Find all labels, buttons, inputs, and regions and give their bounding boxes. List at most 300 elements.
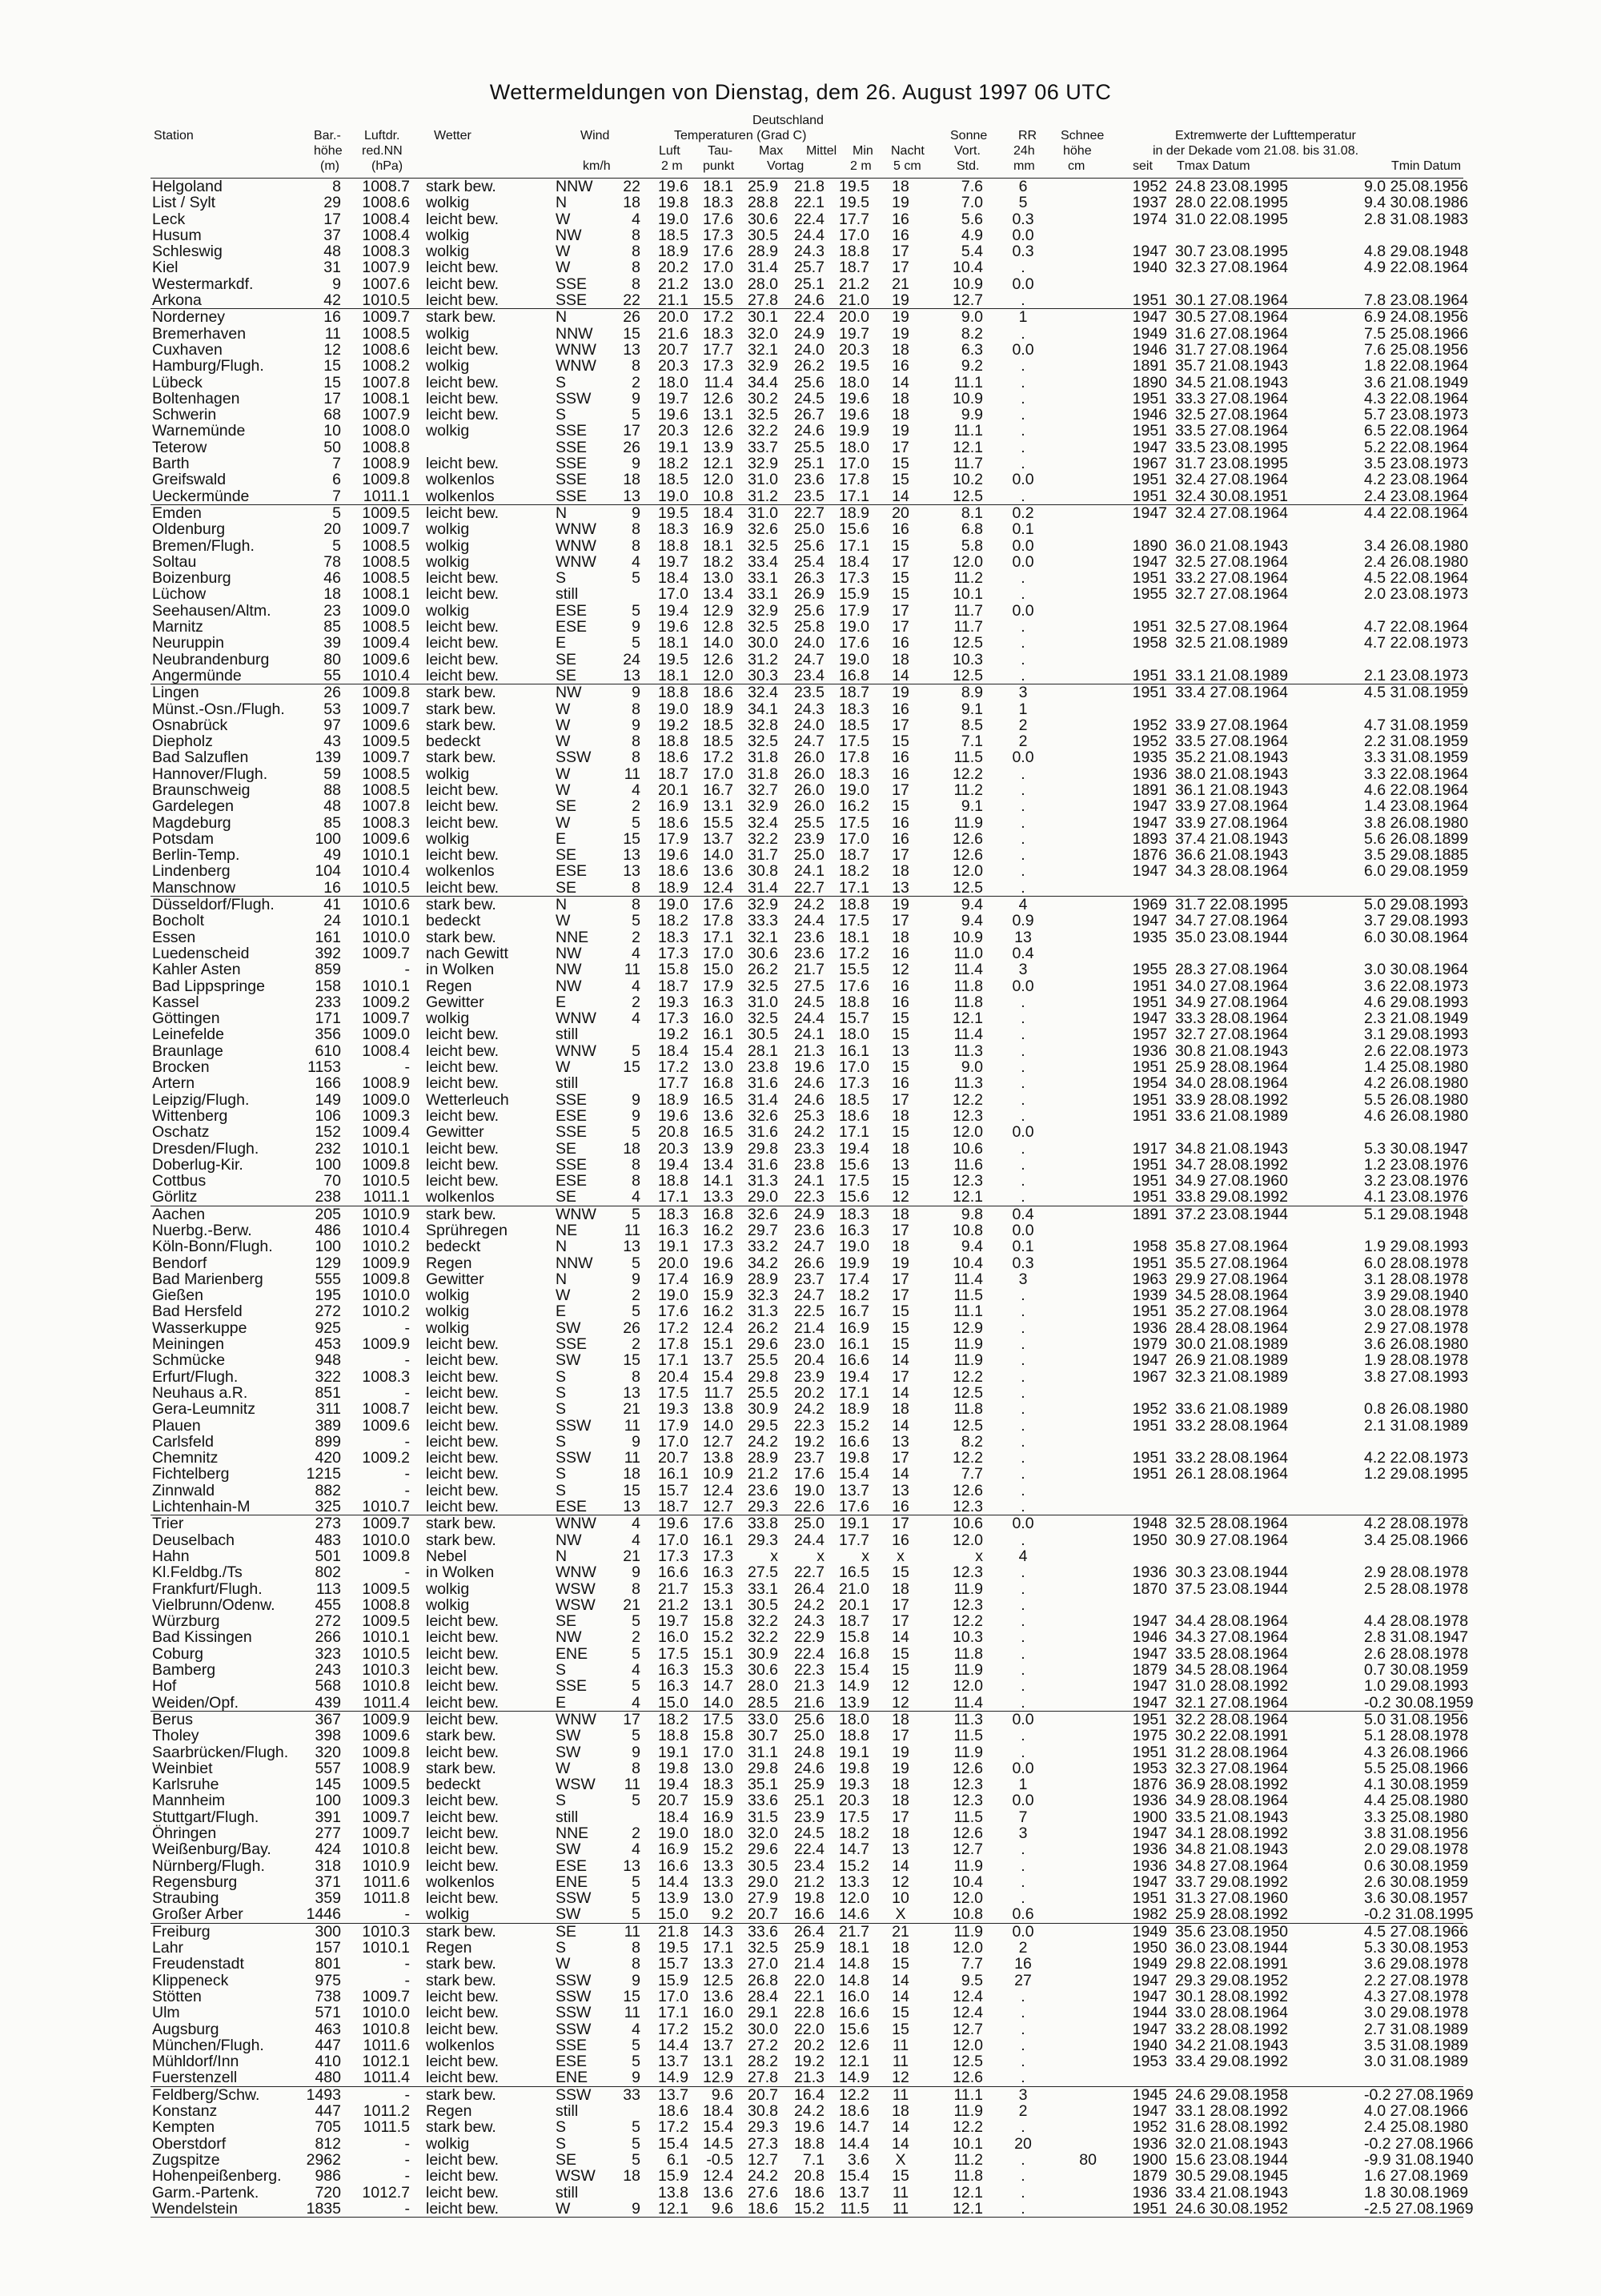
cell-t-nacht: 17 — [892, 1090, 909, 1109]
cell-tmin-datum: 3.1 28.08.1978 — [1364, 1270, 1469, 1288]
cell-wind-kmh: 13 — [623, 666, 640, 684]
cell-wind-dir: ESE — [556, 601, 588, 620]
cell-tmax-datum: 36.0 21.08.1943 — [1175, 536, 1288, 555]
cell-t-min: 12.1 — [839, 2053, 869, 2071]
cell-t-max: 30.6 — [748, 1661, 778, 1680]
cell-wind-dir: E — [556, 993, 567, 1011]
cell-wetter: leicht bew. — [426, 389, 500, 407]
cell-station: Marnitz — [152, 618, 203, 636]
cell-taupunkt: 14.0 — [703, 846, 733, 865]
cell-t-mittel: 20.2 — [794, 2036, 825, 2054]
cell-t-mittel: 19.2 — [794, 2053, 825, 2071]
cell-seit: 1940 — [1132, 259, 1167, 277]
cell-wetter: leicht bew. — [426, 291, 500, 310]
cell-taupunkt: 13.1 — [703, 406, 733, 424]
cell-wetter: leicht bew. — [426, 1335, 500, 1354]
cell-tmin-datum: 3.7 29.08.1993 — [1364, 912, 1469, 930]
cell-bar-hoehe: 166 — [315, 1074, 341, 1093]
cell-tmax-datum: 32.5 27.08.1964 — [1175, 406, 1288, 424]
cell-tmax-datum: 32.7 27.08.1964 — [1175, 585, 1288, 604]
cell-bar-hoehe: 1446 — [306, 1905, 341, 1924]
cell-t-min: 18.2 — [839, 1286, 869, 1305]
cell-sonne: 12.2 — [953, 1090, 983, 1109]
cell-tmax-datum: 33.3 28.08.1964 — [1175, 1010, 1288, 1028]
cell-rr: 0.0 — [1012, 340, 1034, 359]
cell-sonne: 10.2 — [953, 471, 983, 489]
cell-wetter: stark bew. — [426, 928, 496, 946]
cell-sonne: 11.9 — [953, 813, 983, 832]
cell-luft-2m: 18.4 — [658, 1808, 688, 1826]
cell-tmin-datum: 7.5 25.08.1966 — [1364, 324, 1469, 343]
cell-wetter: bedeckt — [426, 1776, 481, 1794]
cell-wetter: Gewitter — [426, 1270, 484, 1288]
cell-wind-kmh: 5 — [632, 1042, 640, 1060]
cell-wind-dir: S — [556, 1465, 567, 1483]
cell-rr: 5 — [1018, 194, 1028, 212]
cell-luftdruck: 1010.5 — [362, 291, 410, 310]
cell-luftdruck: 1008.0 — [362, 422, 410, 440]
cell-luftdruck: 1008.8 — [362, 438, 410, 456]
cell-tmax-datum: 32.4 30.08.1951 — [1175, 487, 1288, 505]
table-row — [0, 1449, 1469, 1467]
cell-station: Dresden/Flugh. — [152, 1139, 259, 1158]
cell-t-nacht: 18 — [892, 1139, 909, 1158]
cell-wetter: leicht bew. — [426, 1856, 500, 1875]
cell-tmin-datum: 6.9 24.08.1956 — [1364, 308, 1469, 327]
cell-tmax-datum: 33.2 27.08.1964 — [1175, 569, 1288, 588]
cell-t-min: 15.4 — [839, 2167, 869, 2186]
cell-luftdruck: 1008.1 — [362, 585, 410, 604]
cell-t-min: 17.8 — [839, 749, 869, 767]
cell-luft-2m: 15.9 — [658, 2167, 688, 2186]
table-row — [0, 1335, 1469, 1354]
cell-luftdruck: 1011.1 — [363, 1188, 410, 1206]
cell-t-min: 16.2 — [839, 797, 869, 816]
cell-tmax-datum: 33.5 28.08.1964 — [1175, 1644, 1288, 1663]
cell-t-mittel: 26.6 — [794, 1254, 825, 1272]
cell-luftdruck: 1008.4 — [362, 226, 410, 244]
cell-tmin-datum: 1.8 22.08.1964 — [1364, 357, 1469, 375]
cell-wind-kmh: 9 — [632, 1106, 640, 1125]
cell-station: Barth — [152, 455, 190, 473]
cell-taupunkt: 13.9 — [703, 438, 733, 456]
cell-wetter: wolkig — [426, 422, 470, 440]
cell-station: Bendorf — [152, 1254, 207, 1272]
cell-wind-kmh: 5 — [632, 2150, 640, 2169]
cell-t-nacht: 20 — [892, 504, 909, 522]
table-row — [0, 1286, 1469, 1305]
col-luft-2m: 2 m — [661, 159, 683, 173]
cell-rr: . — [1021, 1400, 1025, 1419]
station-group — [150, 178, 1469, 310]
cell-seit: 1949 — [1132, 1922, 1167, 1941]
cell-wind-kmh: 11 — [624, 1922, 640, 1941]
table-row — [0, 1776, 1469, 1794]
cell-wind-kmh: 9 — [632, 1971, 640, 1989]
cell-seit: 1947 — [1132, 1824, 1167, 1842]
cell-rr: 0.0 — [1012, 226, 1034, 244]
cell-luftdruck: 1009.6 — [362, 650, 410, 668]
cell-luft-2m: 17.4 — [658, 1270, 688, 1288]
cell-t-nacht: 12 — [892, 1693, 909, 1712]
cell-wetter: leicht bew. — [426, 2053, 500, 2071]
cell-wind-kmh: 21 — [623, 1400, 640, 1419]
cell-wetter: wolkig — [426, 2134, 470, 2153]
cell-wind-dir: SW — [556, 1905, 581, 1924]
cell-bar-hoehe: 161 — [315, 928, 341, 946]
station-group — [150, 504, 1469, 684]
cell-bar-hoehe: 106 — [315, 1106, 341, 1125]
cell-tmin-datum: 2.8 31.08.1947 — [1364, 1628, 1469, 1647]
cell-rr: . — [1021, 1628, 1025, 1647]
cell-tmax-datum: 35.5 27.08.1964 — [1175, 1254, 1288, 1272]
cell-seit: 1890 — [1132, 373, 1167, 391]
header-divider — [150, 178, 1463, 179]
cell-seit: 1947 — [1132, 1987, 1167, 2005]
cell-bar-hoehe: 455 — [315, 1596, 341, 1614]
cell-bar-hoehe: 463 — [315, 2020, 341, 2038]
cell-wetter: leicht bew. — [426, 2069, 500, 2087]
cell-t-max: 30.0 — [748, 2020, 778, 2038]
cell-sonne: 12.4 — [953, 1987, 983, 2005]
cell-tmax-datum: 36.0 23.08.1944 — [1175, 1939, 1288, 1957]
cell-tmin-datum: 4.3 27.08.1978 — [1364, 1987, 1469, 2005]
cell-taupunkt: 16.3 — [703, 1563, 733, 1582]
table-row — [0, 1873, 1469, 1891]
cell-sonne: 10.4 — [953, 1254, 983, 1272]
cell-t-min: 17.1 — [839, 487, 869, 505]
cell-wetter: leicht bew. — [426, 1743, 500, 1761]
cell-luftdruck: 1009.7 — [362, 520, 410, 539]
cell-t-max: 32.4 — [748, 813, 778, 832]
cell-station: Westermarkdf. — [152, 275, 254, 293]
cell-wetter: leicht bew. — [426, 1383, 500, 1402]
cell-wind-dir: SW — [556, 1319, 581, 1337]
cell-wetter: wolkenlos — [426, 862, 495, 881]
cell-t-mittel: 26.0 — [794, 765, 825, 783]
cell-sonne: 11.2 — [953, 2150, 983, 2169]
cell-luftdruck: 1010.4 — [362, 666, 410, 684]
cell-wetter: wolkig — [426, 765, 470, 783]
cell-bar-hoehe: 2962 — [306, 2150, 341, 2169]
cell-t-mittel: 26.0 — [794, 797, 825, 816]
cell-sonne: 6.3 — [961, 340, 983, 359]
cell-taupunkt: 16.5 — [703, 1123, 733, 1142]
table-row — [0, 961, 1469, 979]
cell-bar-hoehe: 899 — [315, 1432, 341, 1451]
cell-t-nacht: 16 — [892, 634, 909, 652]
cell-t-min: 15.4 — [839, 1465, 869, 1483]
cell-sonne: 12.7 — [953, 1840, 983, 1859]
cell-t-min: 17.1 — [839, 1123, 869, 1142]
cell-wind-dir: WNW — [556, 1515, 596, 1533]
cell-luftdruck: 1009.5 — [362, 504, 410, 522]
cell-taupunkt: 18.0 — [703, 1824, 733, 1842]
cell-taupunkt: 17.0 — [703, 765, 733, 783]
cell-seit: 1879 — [1132, 2167, 1167, 2186]
cell-rr: 0.0 — [1012, 536, 1034, 555]
cell-luft-2m: 19.0 — [658, 487, 688, 505]
cell-tmin-datum: 2.9 27.08.1978 — [1364, 1319, 1469, 1337]
cell-sonne: 12.3 — [953, 1792, 983, 1810]
cell-tmax-datum: 34.1 28.08.1992 — [1175, 1824, 1288, 1842]
cell-bar-hoehe: 100 — [315, 1238, 341, 1256]
cell-t-max: 33.1 — [748, 569, 778, 588]
cell-bar-hoehe: 85 — [323, 813, 341, 832]
cell-luftdruck: 1011.1 — [363, 487, 410, 505]
cell-tmax-datum: 33.9 27.08.1964 — [1175, 797, 1288, 816]
cell-station: Schleswig — [152, 243, 223, 261]
cell-wetter: leicht bew. — [426, 1498, 500, 1516]
cell-station: Zugspitze — [152, 2150, 220, 2169]
table-row — [0, 2134, 1474, 2153]
cell-t-nacht: 12 — [892, 2069, 909, 2087]
cell-rr: 0.1 — [1012, 520, 1034, 539]
cell-tmax-datum: 32.1 27.08.1964 — [1175, 1693, 1288, 1712]
cell-luftdruck: 1011.6 — [363, 2036, 410, 2054]
cell-wind-dir: SSE — [556, 275, 588, 293]
cell-t-nacht: 17 — [892, 912, 909, 930]
cell-luft-2m: 20.0 — [658, 1254, 688, 1272]
cell-seit: 1936 — [1132, 1042, 1167, 1060]
cell-bar-hoehe: 17 — [323, 210, 341, 228]
table-row — [0, 438, 1469, 456]
cell-luft-2m: 19.3 — [658, 1400, 688, 1419]
cell-taupunkt: 15.9 — [703, 1792, 733, 1810]
cell-taupunkt: 10.8 — [703, 487, 733, 505]
cell-wind-kmh: 5 — [632, 1905, 640, 1924]
cell-wind-kmh: 8 — [632, 1939, 640, 1957]
cell-t-min: 17.3 — [839, 1074, 869, 1093]
cell-luft-2m: 17.3 — [658, 1547, 688, 1565]
cell-seit: 1936 — [1132, 1792, 1167, 1810]
cell-luft-2m: 20.1 — [658, 781, 688, 799]
cell-wind-dir: still — [556, 585, 579, 604]
table-row — [0, 487, 1469, 505]
cell-luftdruck: 1009.7 — [362, 1515, 410, 1533]
cell-wetter: leicht bew. — [426, 666, 500, 684]
cell-seit: 1936 — [1132, 1856, 1167, 1875]
cell-luft-2m: 19.0 — [658, 1286, 688, 1305]
cell-sonne: 8.1 — [961, 504, 983, 522]
cell-t-min: x — [861, 1547, 869, 1565]
cell-luftdruck: 1011.5 — [363, 2118, 410, 2137]
cell-bar-hoehe: 359 — [315, 1889, 341, 1908]
cell-taupunkt: 16.2 — [703, 1303, 733, 1321]
cell-rr: . — [1021, 634, 1025, 652]
cell-wind-kmh: 5 — [632, 1254, 640, 1272]
cell-t-max: 26.2 — [748, 1319, 778, 1337]
cell-wetter: stark bew. — [426, 716, 496, 734]
cell-wind-dir: WSW — [556, 2167, 596, 2186]
table-row — [0, 2069, 1313, 2085]
cell-rr: . — [1021, 1303, 1025, 1321]
cell-luft-2m: 14.4 — [658, 2036, 688, 2054]
cell-wind-kmh: 8 — [632, 749, 640, 767]
cell-wetter: leicht bew. — [426, 1710, 500, 1728]
cell-sonne: 11.4 — [953, 1026, 983, 1044]
cell-tmin-datum: 0.8 26.08.1980 — [1364, 1400, 1469, 1419]
cell-wetter: leicht bew. — [426, 1889, 500, 1908]
cell-tmax-datum: 33.4 27.08.1964 — [1175, 684, 1288, 702]
cell-luft-2m: 20.4 — [658, 1367, 688, 1386]
cell-taupunkt: 13.6 — [703, 1987, 733, 2005]
cell-wind-kmh: 2 — [632, 1286, 640, 1305]
cell-wetter: Nebel — [426, 1547, 467, 1565]
cell-rr: 16 — [1014, 1955, 1032, 1973]
cell-rr: 2 — [1018, 2102, 1028, 2121]
cell-t-nacht: 15 — [892, 569, 909, 588]
cell-seit: 1954 — [1132, 1074, 1167, 1093]
col-max: Max — [759, 144, 784, 158]
table-row — [0, 1612, 1469, 1631]
cell-tmax-datum: 36.6 21.08.1943 — [1175, 846, 1288, 865]
cell-wetter: leicht bew. — [426, 1449, 500, 1467]
cell-wind-kmh: 4 — [632, 2020, 640, 2038]
cell-t-min: 19.8 — [839, 1449, 869, 1467]
cell-wind-kmh: 9 — [632, 1090, 640, 1109]
cell-t-max: 31.5 — [748, 1808, 778, 1826]
cell-t-mittel: 27.5 — [794, 977, 825, 995]
cell-rr: 0.0 — [1012, 1792, 1034, 1810]
cell-t-mittel: 21.7 — [794, 961, 825, 979]
cell-sonne: 11.0 — [953, 944, 983, 962]
cell-sonne: 11.9 — [953, 1335, 983, 1354]
cell-wind-kmh: 13 — [623, 1238, 640, 1256]
cell-tmin-datum: 2.6 30.08.1959 — [1364, 1873, 1469, 1891]
table-row — [0, 1727, 1469, 1745]
cell-luftdruck: 1008.5 — [362, 765, 410, 783]
cell-seit: 1936 — [1132, 1563, 1167, 1582]
cell-station: Bad Salzuflen — [152, 749, 249, 767]
cell-tmax-datum: 26.9 21.08.1989 — [1175, 1351, 1288, 1370]
cell-wind-kmh: 4 — [632, 977, 640, 995]
cell-t-nacht: 18 — [892, 1205, 909, 1223]
station-group — [150, 1922, 1469, 2087]
cell-t-max: 32.2 — [748, 1628, 778, 1647]
cell-wetter: stark bew. — [426, 178, 496, 195]
cell-luft-2m: 19.4 — [658, 1776, 688, 1794]
cell-station: Cuxhaven — [152, 340, 223, 359]
cell-bar-hoehe: 39 — [323, 634, 341, 652]
cell-t-max: 29.1 — [748, 2004, 778, 2022]
cell-luft-2m: 12.1 — [658, 2199, 688, 2218]
cell-seit: 1947 — [1132, 308, 1167, 327]
cell-luftdruck: 1010.1 — [362, 1939, 410, 1957]
cell-tmin-datum: 5.0 31.08.1956 — [1364, 1710, 1469, 1728]
cell-wind-dir: SSE — [556, 1677, 588, 1696]
col-luftdr-red: red.NN — [362, 144, 403, 158]
cell-t-nacht: 17 — [892, 716, 909, 734]
cell-luftdruck: 1009.7 — [362, 944, 410, 962]
cell-sonne: 9.4 — [961, 896, 983, 914]
cell-luftdruck: 1007.6 — [362, 275, 410, 293]
cell-bar-hoehe: 68 — [323, 406, 341, 424]
cell-taupunkt: 11.7 — [704, 1383, 733, 1402]
cell-t-nacht: 21 — [892, 1922, 909, 1941]
cell-luft-2m: 18.7 — [658, 765, 688, 783]
cell-t-nacht: 16 — [892, 700, 909, 718]
cell-t-max: 30.9 — [748, 1400, 778, 1419]
cell-wind-dir: NW — [556, 977, 582, 995]
cell-seit: 1951 — [1132, 1155, 1167, 1174]
cell-tmax-datum: 34.8 27.08.1964 — [1175, 1856, 1288, 1875]
cell-wetter: stark bew. — [426, 1971, 496, 1989]
cell-luft-2m: 18.7 — [658, 977, 688, 995]
table-row — [0, 993, 1469, 1011]
cell-rr: . — [1021, 1596, 1025, 1614]
cell-luftdruck: 1009.2 — [362, 1449, 410, 1467]
cell-tmin-datum: 6.0 30.08.1964 — [1364, 928, 1469, 946]
cell-bar-hoehe: 371 — [315, 1873, 341, 1891]
table-row — [0, 1010, 1469, 1028]
cell-taupunkt: 19.6 — [703, 1254, 733, 1272]
cell-t-nacht: 18 — [892, 650, 909, 668]
cell-wind-kmh: 9 — [632, 716, 640, 734]
cell-bar-hoehe: 59 — [323, 765, 341, 783]
cell-station: Stötten — [152, 1987, 202, 2005]
cell-wetter: leicht bew. — [426, 2183, 500, 2202]
cell-wind-kmh: 13 — [623, 487, 640, 505]
cell-t-mittel: 23.6 — [794, 1222, 825, 1239]
cell-t-min: 19.6 — [839, 406, 869, 424]
cell-tmax-datum: 36.1 21.08.1943 — [1175, 781, 1288, 799]
cell-station: Luedenscheid — [152, 944, 250, 962]
cell-rr: 0.0 — [1012, 1759, 1034, 1777]
cell-wind-kmh: 11 — [624, 1449, 640, 1467]
cell-wind-kmh: 4 — [632, 210, 640, 228]
cell-tmax-datum: 33.6 21.08.1989 — [1175, 1400, 1288, 1419]
cell-wind-kmh: 8 — [632, 357, 640, 375]
cell-wind-dir: NE — [556, 1222, 578, 1239]
cell-t-max: 24.2 — [748, 1432, 778, 1451]
cell-wind-kmh: 4 — [632, 1693, 640, 1712]
cell-seit: 1955 — [1132, 585, 1167, 604]
cell-t-mittel: 25.6 — [794, 536, 825, 555]
cell-t-mittel: 19.6 — [794, 2118, 825, 2137]
cell-taupunkt: 15.8 — [703, 1612, 733, 1631]
cell-tmax-datum: 33.2 28.08.1992 — [1175, 2020, 1288, 2038]
cell-luft-2m: 21.2 — [658, 1596, 688, 1614]
cell-sonne: 8.5 — [961, 716, 983, 734]
cell-wetter: wolkig — [426, 520, 470, 539]
cell-bar-hoehe: 233 — [315, 993, 341, 1011]
cell-station: Carlsfeld — [152, 1432, 214, 1451]
cell-taupunkt: 9.2 — [711, 1905, 733, 1924]
cell-seit: 1947 — [1132, 1010, 1167, 1028]
cell-sonne: 11.9 — [953, 1922, 983, 1941]
cell-station: Freudenstadt — [152, 1955, 244, 1973]
cell-t-max: 28.9 — [748, 1270, 778, 1288]
cell-tmax-datum: 32.3 21.08.1989 — [1175, 1367, 1288, 1386]
cell-t-min: 17.5 — [839, 733, 869, 751]
cell-luftdruck: 1008.3 — [362, 813, 410, 832]
cell-station: Vielbrunn/Odenw. — [152, 1596, 275, 1614]
cell-seit: 1936 — [1132, 1319, 1167, 1337]
cell-t-mittel: 23.0 — [794, 1335, 825, 1354]
cell-t-nacht: 14 — [892, 1351, 909, 1370]
cell-taupunkt: 17.0 — [703, 1743, 733, 1761]
cell-wetter: leicht bew. — [426, 1481, 500, 1499]
cell-tmin-datum: 2.3 21.08.1949 — [1364, 1010, 1469, 1028]
cell-bar-hoehe: 15 — [323, 357, 341, 375]
cell-tmax-datum: 28.4 28.08.1964 — [1175, 1319, 1288, 1337]
cell-tmin-datum: 5.2 22.08.1964 — [1364, 438, 1469, 456]
cell-t-min: 19.5 — [839, 357, 869, 375]
cell-rr: . — [1021, 1889, 1025, 1908]
cell-t-nacht: 14 — [892, 1383, 909, 1402]
cell-tmax-datum: 34.0 27.08.1964 — [1175, 977, 1288, 995]
